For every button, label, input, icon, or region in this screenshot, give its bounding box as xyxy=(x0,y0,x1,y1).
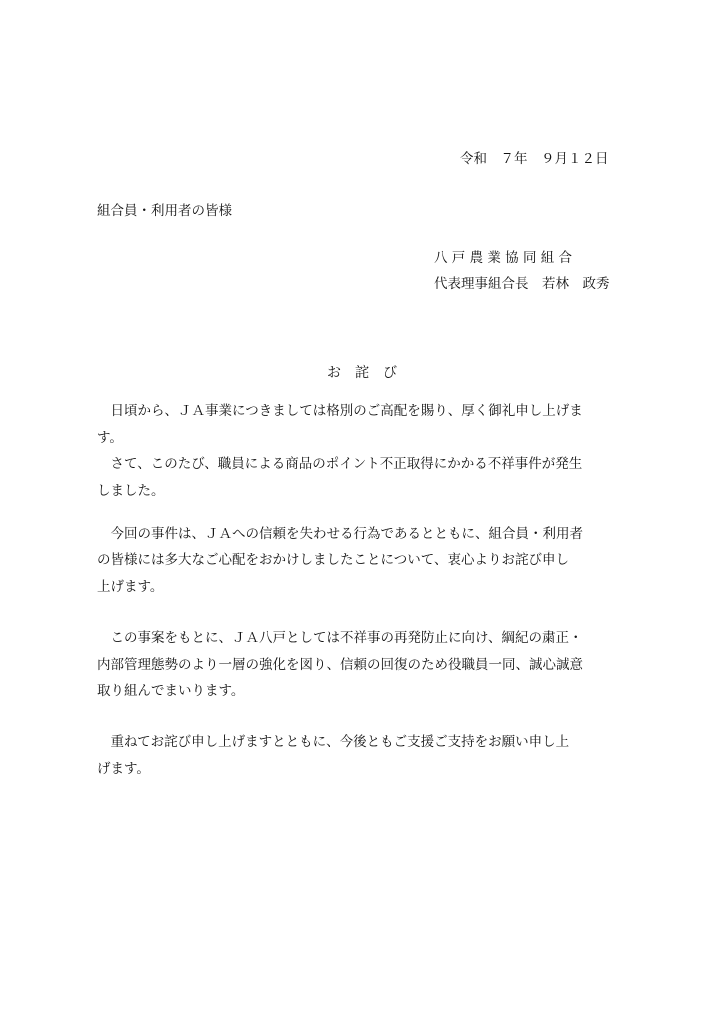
paragraph-2-line-2: しました。 xyxy=(97,483,165,499)
paragraph-3-line-1: 今回の事件は、ＪＡへの信頼を失わせる行為であるとともに、組合員・利用者 xyxy=(97,526,583,542)
paragraph-4-line-2: 内部管理態勢のより一層の強化を図り、信頼の回復のため役職員一同、誠心誠意 xyxy=(97,657,583,673)
paragraph-3-line-3: 上げます。 xyxy=(97,579,164,595)
sender-representative: 代表理事組合長 若林 政秀 xyxy=(434,276,610,292)
paragraph-4-line-3: 取り組んでまいります。 xyxy=(97,683,245,699)
addressee-line: 組合員・利用者の皆様 xyxy=(97,203,232,219)
paragraph-3-line-2: の皆様には多大なご心配をおかけしましたことについて、衷心よりお詫び申し xyxy=(97,552,569,568)
paragraph-5-line-1: 重ねてお詫び申し上げますとともに、今後ともご支援ご支持をお願い申し上 xyxy=(97,734,570,750)
paragraph-1-line-1: 日頃から、ＪＡ事業につきましては格別のご高配を賜り、厚く御礼申し上げま xyxy=(97,403,583,419)
date-line: 令和 ７年 ９月１２日 xyxy=(460,151,609,167)
document-title: お 詫 び xyxy=(327,365,397,381)
paragraph-1-line-2: す。 xyxy=(97,430,123,446)
paragraph-5-line-2: げます。 xyxy=(97,761,150,777)
paragraph-4-line-1: この事案をもとに、ＪＡ八戸としては不祥事の再発防止に向け、綱紀の粛正・ xyxy=(97,630,583,646)
paragraph-2-line-1: さて、このたび、職員による商品のポイント不正取得にかかる不祥事件が発生 xyxy=(97,456,583,472)
sender-organization: 八 戸 農 業 協 同 組 合 xyxy=(434,250,573,266)
